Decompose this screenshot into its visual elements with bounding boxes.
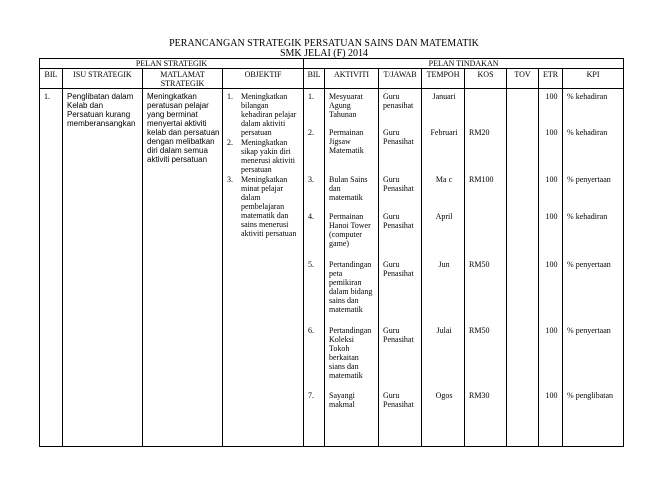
col-header-tjawab: T/JAWAB [379, 69, 422, 89]
row-bil-text: 1. [44, 92, 50, 101]
activity-number: 7. [308, 391, 315, 400]
activity-num-column [304, 89, 325, 447]
matlamat-strategik-text: Meningkatkan peratusan pelajar yang berminat menyertai aktiviti kelab dan persatuan dengan melibatkan diri dalam semua aktiviti persatuan [147, 92, 220, 164]
col-header-aktiviti: AKTIVITI [325, 69, 379, 89]
activity-tempoh: Ogos [435, 391, 453, 400]
activity-kos-column [465, 89, 507, 447]
objektif-item-text: Meningkatkan minat pelajar dalam pembelajaran matematik dan sains menerusi aktiviti persatuan [241, 175, 297, 238]
activity-etr: 100 [545, 92, 558, 101]
matlamat-strategik-cell [143, 89, 223, 447]
activity-name: Sayangi makmal [329, 391, 355, 409]
isu-strategik-text: Penglibatan dalam Kelab dan Persatuan kurang memberansangkan [67, 92, 136, 128]
activity-name: Bulan Sains dan matematik [329, 175, 368, 202]
col-header-objektif: OBJEKTIF [223, 69, 304, 89]
col-header-etr: ETR [539, 69, 563, 89]
activity-kos: RM100 [469, 175, 494, 184]
activity-tjawab: Guru Penasihat [383, 175, 414, 193]
activity-kos: RM20 [469, 128, 490, 137]
activity-name: Mesyuarat Agung Tahunan [329, 92, 363, 119]
col-header-kpi: KPI [563, 69, 624, 89]
document-title: PERANCANGAN STRATEGIK PERSATUAN SAINS DAN MATEMATIK [169, 38, 479, 49]
activity-etr-column [539, 89, 563, 447]
objektif-item-text: Meningkatkan sikap yakin diri menerusi aktiviti persatuan [241, 138, 295, 174]
row-bil [40, 89, 63, 447]
activity-tjawab-column [379, 89, 422, 447]
activity-tjawab: Guru Penasihat [383, 260, 414, 278]
activity-kpi: % kehadiran [567, 212, 608, 221]
activity-tempoh: Julai [436, 326, 452, 335]
activity-kpi-column [563, 89, 624, 447]
activity-etr: 100 [545, 175, 558, 184]
col-header-isu-strategik: ISU STRATEGIK [63, 69, 143, 89]
objektif-item [227, 138, 301, 174]
activity-tjawab: Guru Penasihat [383, 391, 414, 409]
col-header-matlamat-strategik: MATLAMAT STRATEGIK [143, 69, 223, 89]
col-header-tov: TOV [507, 69, 539, 89]
activity-number: 4. [308, 212, 315, 221]
activity-kos: RM50 [469, 326, 490, 335]
objektif-item-text: Meningkatkan bilangan kehadiran pelajar dalam aktiviti persatuan [241, 92, 297, 137]
activity-tempoh: Jun [438, 260, 450, 269]
activity-tjawab: Guru Penasihat [383, 128, 414, 146]
strategic-plan-table [39, 58, 624, 447]
activity-kos: RM30 [469, 391, 490, 400]
activity-kpi: % penyertaan [567, 175, 611, 184]
objektif-item-number: 1. [227, 92, 233, 101]
activity-number: 6. [308, 326, 315, 335]
activity-tjawab: Guru Penasihat [383, 326, 414, 344]
activity-number: 1. [308, 92, 315, 101]
activity-tempoh: April [435, 212, 453, 221]
activity-tempoh: Januari [432, 92, 456, 101]
activity-etr: 100 [545, 212, 558, 221]
group-header-pelan-tindakan: PELAN TINDAKAN [304, 59, 624, 69]
col-header-bil: BIL [40, 69, 63, 89]
objektif-item-number: 2. [227, 138, 233, 147]
isu-strategik-cell [63, 89, 143, 447]
activity-name: Permainan Hanoi Tower (computer game) [329, 212, 371, 248]
activity-kpi: % penyertaan [567, 326, 611, 335]
activity-tempoh-column [422, 89, 465, 447]
activity-kpi: % kehadiran [567, 128, 608, 137]
activity-name: Permainan Jigsaw Matematik [329, 128, 364, 155]
activity-tjawab: Guru Penasihat [383, 212, 414, 230]
activity-kpi: % penglibatan [567, 391, 614, 400]
activity-kpi: % kehadiran [567, 92, 608, 101]
objektif-item-number: 3. [227, 175, 233, 184]
table-row [40, 89, 624, 447]
group-header-pelan-strategik: PELAN STRATEGIK [40, 59, 304, 69]
activity-tempoh: Februari [430, 128, 458, 137]
activity-name: Pertandingan Koleksi Tokoh berkaitan sians dan matematik [329, 326, 372, 380]
activity-tempoh: Ma c [435, 175, 453, 184]
col-header-bil-2: BIL [304, 69, 325, 89]
activity-etr: 100 [545, 326, 558, 335]
objektif-cell [223, 89, 304, 447]
activity-name-column [325, 89, 379, 447]
activity-tjawab: Guru penasihat [383, 92, 414, 110]
activity-number: 5. [308, 260, 315, 269]
objektif-item [227, 92, 301, 137]
objektif-item [227, 175, 301, 238]
activity-tov-column [507, 89, 539, 447]
activity-number: 3. [308, 175, 315, 184]
col-header-tempoh: TEMPOH [422, 69, 465, 89]
activity-etr: 100 [545, 128, 558, 137]
objektif-list [227, 92, 301, 238]
activity-kos: RM50 [469, 260, 490, 269]
col-header-kos: KOS [465, 69, 507, 89]
activity-number: 2. [308, 128, 315, 137]
activity-etr: 100 [545, 260, 558, 269]
activity-etr: 100 [545, 391, 558, 400]
activity-name: Pertandingan peta pemikiran dalam bidang sains dan matematik [329, 260, 373, 314]
document-subtitle: SMK JELAI (F) 2014 [279, 48, 369, 59]
activity-kpi: % penyertaan [567, 260, 611, 269]
